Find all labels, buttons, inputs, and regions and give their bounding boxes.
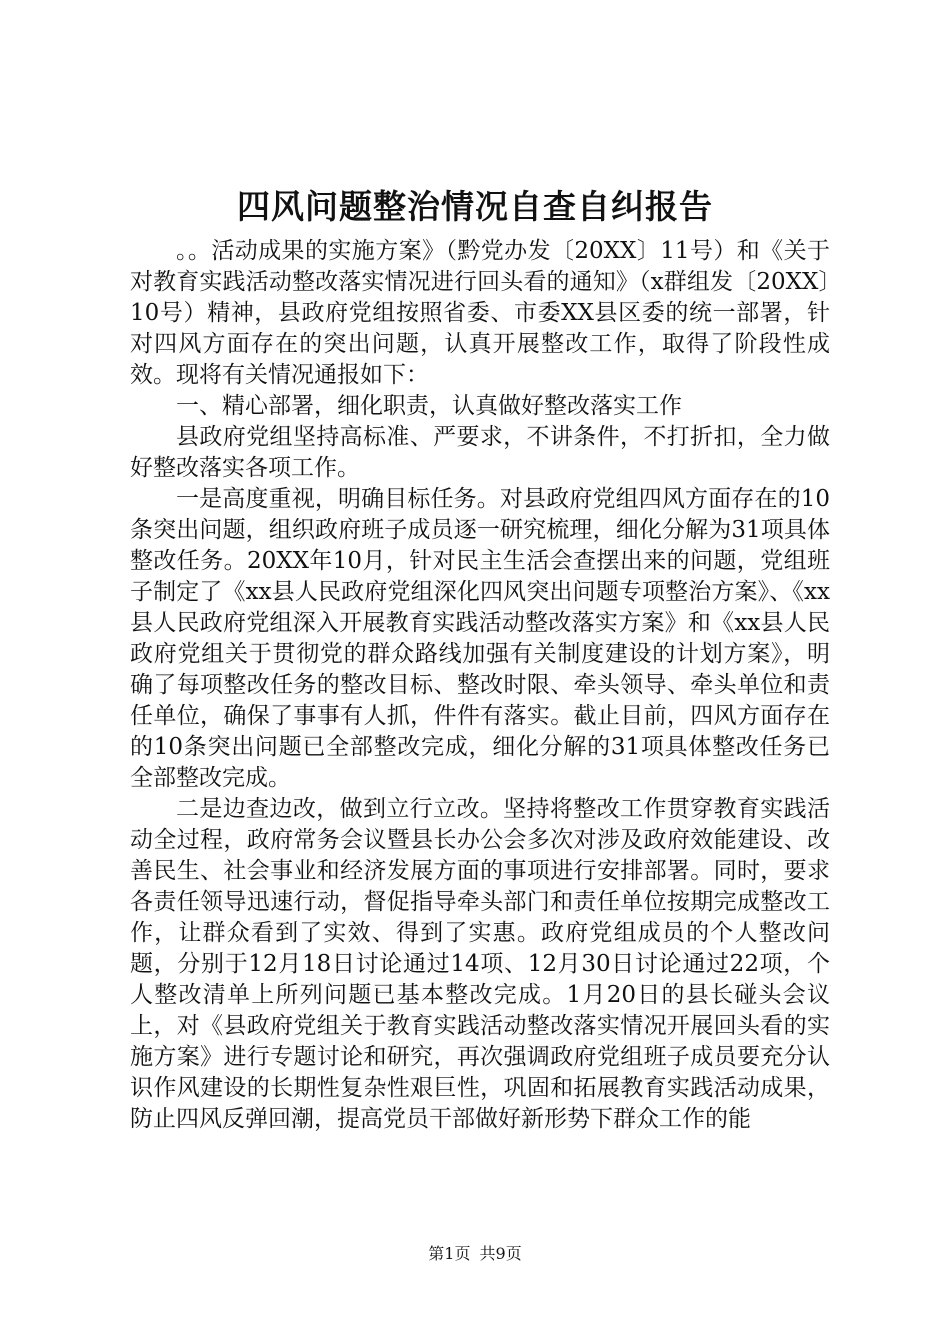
page-total: 共9页: [479, 1244, 522, 1263]
document-body: [130, 236, 830, 1135]
document-title: 四风问题整治情况自查自纠报告: [237, 187, 713, 226]
paragraph-point-1: 一是高度重视，明确目标任务。对县政府党组四风方面存在的10条突出问题，组织政府班子成员逐一研究梳理，细化分解为31项具体整改任务。20XX年10月，针对民主生活会查摆出来的问题，党组班子制定了《xx县人民政府党组深化四风突出问题专项整治方案》、《xx县人民政府党组深入开展教育实践活动整改落实方案》和《xx县人民政府党组关于贯彻党的群众路线加强有关制度建设的计划方案》，明确了每项整改任务的整改目标、整改时限、牵头领导、牵头单位和责任单位，确保了事事有人抓，件件有落实。截止目前，四风方面存在的10条突出问题已全部整改完成，细化分解的31项具体整改任务已全部整改完成。: [130, 486, 830, 791]
paragraph-intro: 。。活动成果的实施方案》（黔党办发〔20XX〕11号）和《关于对教育实践活动整改落实情况进行回头看的通知》（x群组发〔20XX〕10号）精神，县政府党组按照省委、市委XX县区委的统一部署，针对四风方面存在的突出问题，认真开展整改工作，取得了阶段性成效。现将有关情况通报如下：: [130, 238, 830, 388]
paragraph-summary: 县政府党组坚持高标准、严要求，不讲条件，不打折扣，全力做好整改落实各项工作。: [130, 424, 830, 481]
paragraph-point-2: 二是边查边改，做到立行立改。坚持将整改工作贯穿教育实践活动全过程，政府常务会议暨县长办公会多次对涉及政府效能建设、改善民生、社会事业和经济发展方面的事项进行安排部署。同时，要求各责任领导迅速行动，督促指导牵头部门和责任单位按期完成整改工作，让群众看到了实效、得到了实惠。政府党组成员的个人整改问题，分别于12月18日讨论通过14项、12月30日讨论通过22项，个人整改清单上所列问题已基本整改完成。1月20日的县长碰头会议上，对《县政府党组关于教育实践活动整改落实情况开展回头看的实施方案》进行专题讨论和研究，再次强调政府党组班子成员要充分认识作风建设的长期性复杂性艰巨性，巩固和拓展教育实践活动成果，防止四风反弹回潮，提高党员干部做好新形势下群众工作的能: [130, 796, 830, 1132]
page-footer: [0, 1243, 950, 1265]
section-heading-1: 一、精心部署，细化职责，认真做好整改落实工作: [176, 393, 682, 419]
page-number: 第1页: [428, 1244, 471, 1263]
